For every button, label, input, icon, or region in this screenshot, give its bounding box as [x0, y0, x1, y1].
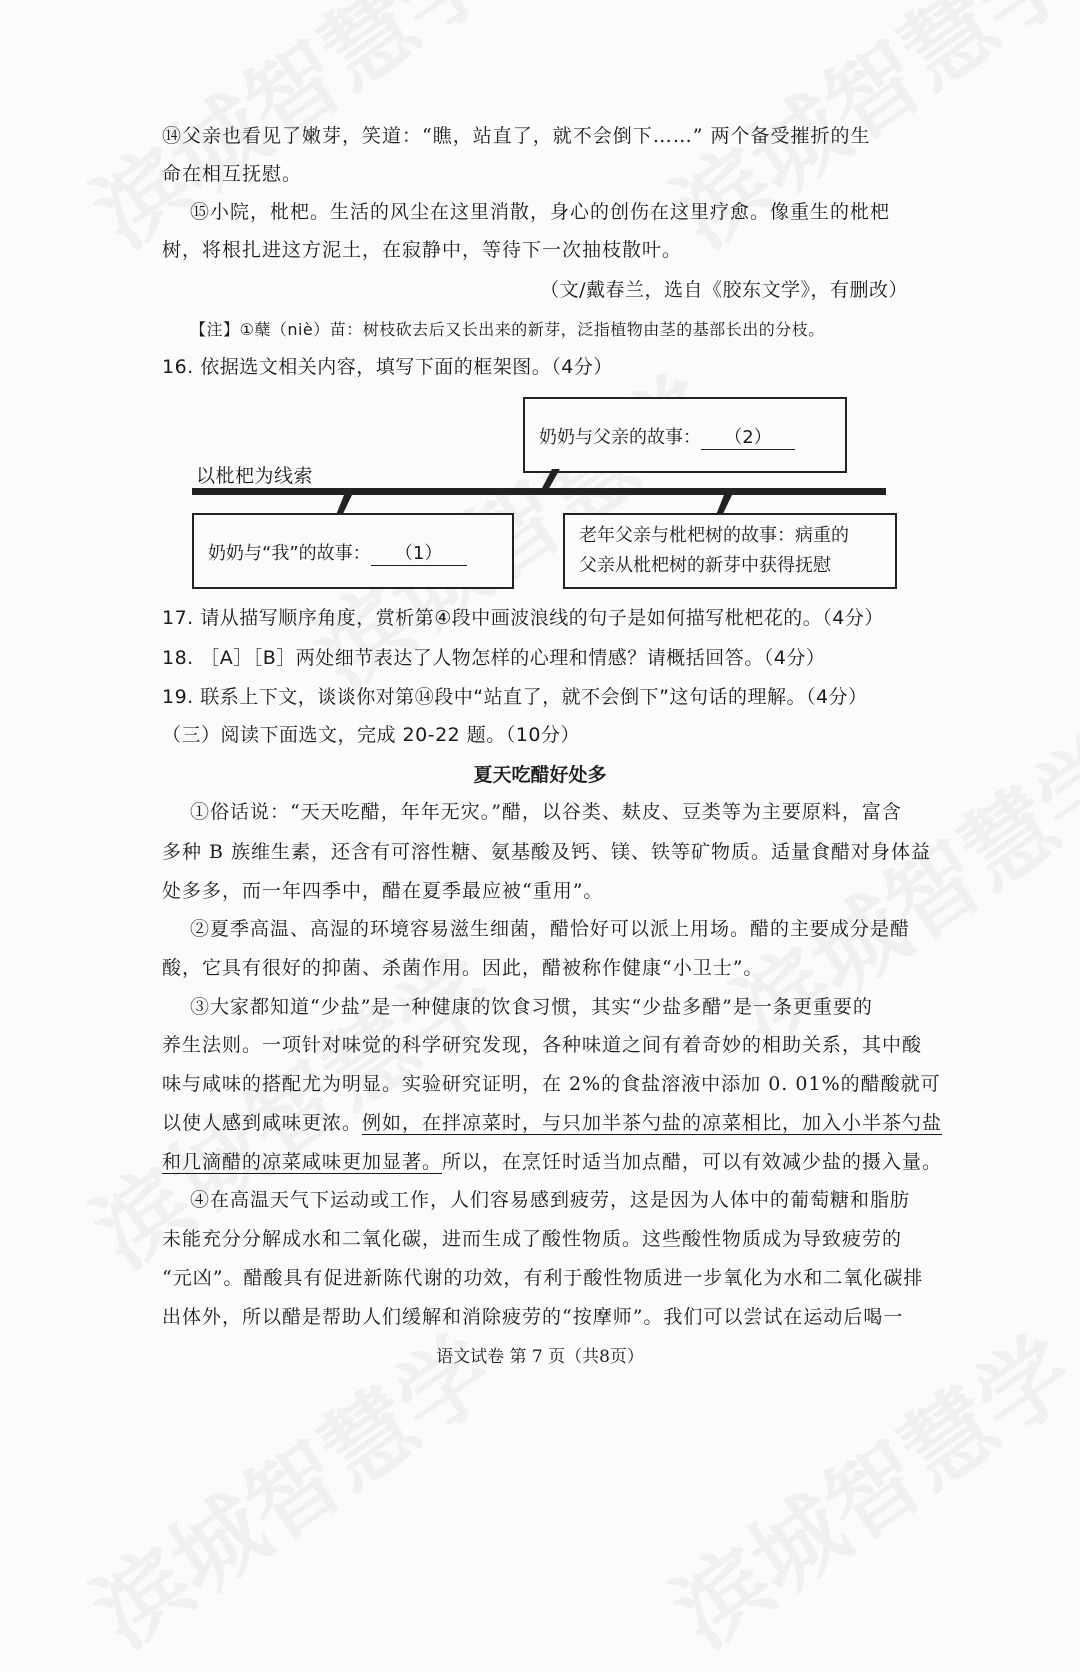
diagram-left-box: [192, 513, 514, 589]
footnote: 【注】①蘖（niè）苗：树枝砍去后又长出来的新芽，泛指植物由茎的基部长出的分枝。: [190, 320, 825, 339]
a4-line4: 出体外，所以醋是帮助人们缓解和消除疲劳的“按摩师”。我们可以尝试在运动后喝一: [162, 1306, 904, 1328]
question-16: 16. 依据选文相关内容，填写下面的框架图。（4分）: [162, 356, 613, 378]
diagram-connectors: [0, 0, 1080, 620]
top-box-label: 奶奶与父亲的故事：: [539, 427, 701, 448]
answer-blank-2[interactable]: （2）: [701, 423, 795, 450]
p14-line1: ⑭父亲也看见了嫩芽，笑道：“瞧，站直了，就不会倒下……” 两个备受摧折的生: [162, 125, 871, 147]
a3-line5-plain: 所以，在烹饪时适当加点醋，可以有效减少盐的摄入量。: [442, 1151, 943, 1173]
a3-line5: [162, 1148, 942, 1176]
right-box-line2: 父亲从枇杷树的新芽中获得抚慰: [579, 555, 831, 576]
a1-line1: ①俗话说：“天天吃醋，年年无灾。”醋，以谷类、麸皮、豆类等为主要原料，富含: [190, 801, 902, 823]
a3-line4-plain: 以使人感到咸味更浓。: [162, 1112, 363, 1134]
diagram-right-box: [563, 513, 897, 589]
p15-line2: 树，将根扎进这方泥土，在寂静中，等待下一次抽枝散叶。: [162, 239, 683, 261]
right-box-line1: 老年父亲与枇杷树的故事：病重的: [579, 525, 849, 546]
p14-line2: 命在相互抚慰。: [162, 163, 303, 185]
a2-line1: ②夏季高温、高湿的环境容易滋生细菌，醋恰好可以派上用场。醋的主要成分是醋: [190, 918, 911, 940]
left-box-label: 奶奶与“我”的故事：: [208, 543, 371, 564]
source-citation: （文/戴春兰，选自《胶东文学》，有删改）: [540, 279, 908, 301]
question-19: 19. 联系上下文，谈谈你对第⑭段中“站直了，就不会倒下”这句话的理解。（4分）: [162, 686, 868, 708]
a3-line2: 养生法则。一项针对味觉的科学研究发现，各种味道之间有着奇妙的相助关系，其中酸: [162, 1034, 923, 1056]
a3-underlined-sentence-part2: 和几滴醋的凉菜咸味更加显著。: [162, 1151, 443, 1173]
answer-blank-1[interactable]: （1）: [371, 539, 467, 566]
a3-line4: [162, 1109, 942, 1137]
question-17: 17. 请从描写顺序角度，赏析第④段中画波浪线的句子是如何描写枇杷花的。（4分）: [162, 607, 884, 629]
a3-line3: 味与咸味的搭配尤为明显。实验研究证明，在 2%的食盐溶液中添加 0. 01%的醋酸就可: [162, 1073, 941, 1095]
a1-line2: 多种 B 族维生素，还含有可溶性糖、氨基酸及钙、镁、铁等矿物质。适量食醋对身体益: [162, 841, 932, 863]
a3-underlined-sentence-part1: 例如，在拌凉菜时，与只加半茶勺盐的凉菜相比，加入小半茶勺盐: [362, 1112, 943, 1134]
page-footer: 语文试卷 第 7 页（共8页）: [436, 1347, 644, 1367]
a2-line2: 酸，它具有很好的抑菌、杀菌作用。因此，醋被称作健康“小卫士”。: [162, 957, 764, 979]
a3-line1: ③大家都知道“少盐”是一种健康的饮食习惯，其实“少盐多醋”是一条更重要的: [190, 996, 873, 1018]
a4-line2: 未能充分分解成水和二氧化碳，进而生成了酸性物质。这些酸性物质成为导致疲劳的: [162, 1228, 903, 1250]
question-18: 18. ［A］［B］两处细节表达了人物怎样的心理和情感？请概括回答。（4分）: [162, 647, 826, 669]
axis-label: 以枇杷为线索: [196, 465, 314, 487]
section-3-heading: （三）阅读下面选文，完成 20-22 题。（10分）: [162, 724, 580, 746]
a4-line3: “元凶”。醋酸具有促进新陈代谢的功效，有利于酸性物质进一步氧化为水和二氧化碳排: [162, 1267, 924, 1289]
p15-line1: ⑮小院，枇杷。生活的风尘在这里消散，身心的创伤在这里疗愈。像重生的枇杷: [190, 201, 891, 223]
article-title: 夏天吃醋好处多: [473, 764, 607, 786]
a4-line1: ④在高温天气下运动或工作，人们容易感到疲劳，这是因为人体中的葡萄糖和脂肪: [190, 1189, 911, 1211]
a1-line3: 处多多，而一年四季中，醋在夏季最应被“重用”。: [162, 880, 604, 902]
